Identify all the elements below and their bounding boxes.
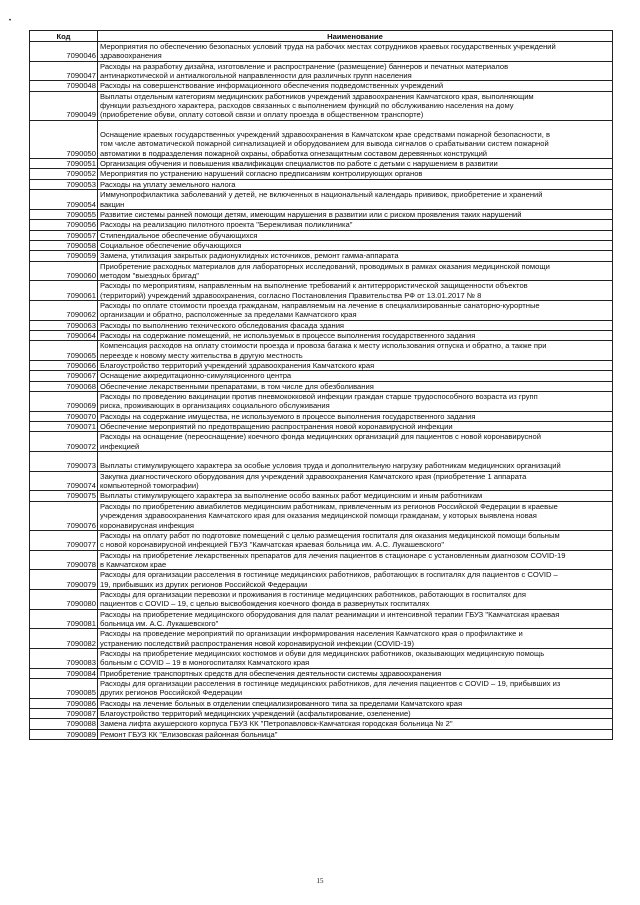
row-code: 7090061 [30,281,98,301]
row-name [98,159,613,169]
row-name [98,501,613,530]
row-name [98,330,613,340]
row-code: 7090067 [30,371,98,381]
table-body [30,42,613,740]
table-row [30,411,613,421]
row-name-line: Расходы на реализацию пилотного проекта "Бережливая поликлиника" [100,220,353,230]
corner-mark: • [9,18,12,24]
row-name-line: больным с COVID – 19 в моногоспиталях Камчатского края [100,658,310,668]
row-code: 7090052 [30,169,98,179]
row-name-line: Замена лифта акушерского корпуса ГБУЗ КК "Петропавловск-Камчатская городская больница № 2" [100,719,453,729]
row-name [98,471,613,491]
table-row [30,648,613,668]
row-name-line: Расходы по мероприятиям, направленным на выполнение требований к антитеррористической защищенности объектов [100,281,528,291]
table-row [30,609,613,629]
row-name [98,230,613,240]
row-name [98,261,613,281]
row-name-line: Расходы для организации расселения в гостинице медицинских работников, работающих в госпиталях для пациентов с COVID – [100,570,558,580]
table-row [30,719,613,729]
table-row [30,190,613,210]
row-name [98,679,613,699]
row-name-line: Расходы по проведению вакцинации против пневмококковой инфекции граждан старше трудоспособного возраста из групп [100,392,538,402]
row-name-line: Замена, утилизация закрытых радионуклидных источников, ремонт гамма-аппарата [100,251,399,261]
row-code: 7090084 [30,668,98,678]
row-name [98,61,613,81]
row-name-line: функции разъездного характера, расходов связанных с выполнением функций по обслуживанию населения на дому [100,101,514,111]
column-header-name: Наименование [98,31,613,42]
row-name [98,491,613,501]
row-name-line: Иммунопрофилактика заболеваний у детей, не включенных в национальный календарь прививок, приобретение и хранений [100,190,543,200]
table-row [30,300,613,320]
row-name [98,120,613,158]
row-name-line: Развитие системы ранней помощи детям, имеющим нарушения в развитии или с риском проявления таких нарушений [100,209,522,219]
row-name [98,530,613,550]
row-code: 7090049 [30,91,98,120]
row-code: 7090056 [30,220,98,230]
table-row [30,668,613,678]
row-name-line: Благоустройство территорий медицинских учреждений (асфальтирование, озеленение) [100,709,411,719]
table-row [30,159,613,169]
table-row [30,392,613,412]
row-name [98,361,613,371]
row-code: 7090088 [30,719,98,729]
row-name-line: 19, прибывших из других регионов Российской Федерации [100,579,308,589]
row-code: 7090086 [30,698,98,708]
row-name-line: Расходы на приобретение лекарственных препаратов для лечения пациентов в стационаре с установленным диагнозом COVID-19 [100,550,566,560]
row-code: 7090046 [30,42,98,62]
row-name [98,220,613,230]
row-name-line: учреждения здравоохранения Камчатского края для оказания медицинской помощи гражданам, у которых выявлена новая [100,511,537,521]
row-name-line: Закупка диагностического оборудования для учреждений здравоохранения Камчатского края (приобретение 1 аппарата [100,471,527,481]
table-row [30,230,613,240]
table-row [30,501,613,530]
row-name-line: Расходы на лечение больных в отделении специализированного типа за пределами Камчатского края [100,698,463,708]
row-code: 7090087 [30,709,98,719]
row-name-line: Расходы на приобретение медицинского оборудования для палат реанимации и интенсивной терапии ГБУЗ "Камчатская краевая [100,609,560,619]
row-name [98,320,613,330]
row-name [98,240,613,250]
row-code: 7090069 [30,392,98,412]
row-name-line: переезде к новому месту жительства в другую местность [100,350,303,360]
row-code: 7090083 [30,648,98,668]
table-row [30,530,613,550]
row-code: 7090053 [30,179,98,189]
row-name-line: Расходы на содержание помещений, не используемых в процессе выполнения государственного задания [100,330,476,340]
row-name-line: Расходы по выполнению технического обследования фасада здания [100,320,345,330]
table-header-row [30,31,613,42]
row-code: 7090066 [30,361,98,371]
row-code: 7090071 [30,422,98,432]
row-code: 7090051 [30,159,98,169]
table-row [30,371,613,381]
row-code: 7090080 [30,589,98,609]
row-name [98,209,613,219]
row-name-line: Компенсация расходов на оплату стоимости проезда и провоза багажа к месту использования отпуска и обратно, а также при [100,341,547,351]
row-name-line: Ремонт ГБУЗ КК "Елизовская районная больница" [100,729,278,739]
row-name-line: Мероприятия по обеспечению безопасных условий труда на рабочих местах сотрудников краевых государственных учреждений [100,42,556,51]
row-name [98,411,613,421]
row-code: 7090079 [30,570,98,590]
row-name [98,589,613,609]
row-name-line: Расходы на содержание имущества, не используемого в процессе выполнения государственного задания [100,411,476,421]
row-name [98,392,613,412]
row-name-line: коронавирусная инфекция [100,520,194,530]
row-name-line: Расходы на уплату земельного налога [100,179,236,189]
row-code: 7090082 [30,629,98,649]
table-row [30,709,613,719]
table-row [30,698,613,708]
row-code: 7090073 [30,452,98,472]
row-name-line: Расходы на проведение мероприятий по организации информирования населения Камчатского края о профилактике и [100,629,523,639]
row-name [98,179,613,189]
row-name [98,719,613,729]
table-row [30,550,613,570]
row-name [98,169,613,179]
row-code: 7090081 [30,609,98,629]
table-row [30,320,613,330]
column-header-code: Код [30,31,98,42]
row-name-line: других регионов Российской Федерации [100,688,243,698]
table-row [30,589,613,609]
row-name [98,381,613,391]
row-name [98,281,613,301]
row-name [98,432,613,452]
row-name-line: Обеспечение лекарственными препаратами, в том числе для обезболивания [100,381,374,391]
row-name [98,668,613,678]
table-row [30,281,613,301]
row-code: 7090076 [30,501,98,530]
table-row [30,432,613,452]
row-name [98,629,613,649]
table-row [30,220,613,230]
row-name-line: в Камчатском крае [100,559,167,569]
row-name-line: Приобретение транспортных средств для обеспечения деятельности системы здравоохранения [100,668,442,678]
row-code: 7090063 [30,320,98,330]
row-code: 7090058 [30,240,98,250]
budget-codes-table [29,30,613,740]
table-row [30,629,613,649]
row-name-line: здравоохранения [100,51,162,61]
row-name-line: организации и обратно, расположенные за пределами Камчатского края [100,310,357,320]
table-row [30,81,613,91]
row-name-line: больница им. А.С. Лукашевского" [100,618,219,628]
row-name-line: Приобретение расходных материалов для лабораторных исследований, проводимых в рамках оказания медицинской помощи [100,261,550,271]
row-code: 7090068 [30,381,98,391]
table-row [30,179,613,189]
row-name [98,609,613,629]
row-name-line: автоматики в подразделения пожарной охраны, обработка огнезащитным составом деревянных конструкций [100,148,488,158]
table-row [30,452,613,472]
row-name-line: антинаркотической и антиалкогольной направленности для различных групп населения [100,71,412,81]
row-name [98,190,613,210]
row-code: 7090050 [30,120,98,158]
table-row [30,169,613,179]
row-code: 7090089 [30,729,98,739]
table-row [30,341,613,361]
row-code: 7090075 [30,491,98,501]
row-name [98,42,613,62]
row-code: 7090059 [30,251,98,261]
row-name-line: устранению последствий распространения новой коронавирусной инфекции (COVID-19) [100,638,415,648]
table-row [30,261,613,281]
row-code: 7090047 [30,61,98,81]
row-name-line: Расходы на оснащение (переоснащение) коечного фонда медицинских организаций для пациентов с новой коронавирусной [100,432,541,442]
row-name-line: Обеспечение мероприятий по предотвращению распространения новой коронавирусной инфекции [100,422,453,432]
row-name-line: том числе автоматической пожарной сигнализацией и оборудованием для вывода сигналов о срабатывании систем пожарной [100,139,549,149]
row-code: 7090070 [30,411,98,421]
row-name-line: вакцин [100,199,125,209]
row-name [98,341,613,361]
row-name [98,251,613,261]
table-row [30,61,613,81]
table-row [30,381,613,391]
row-name [98,81,613,91]
row-name-line [100,452,610,461]
table-row [30,679,613,699]
row-code: 7090054 [30,190,98,210]
row-name [98,709,613,719]
row-name-line: (приобретение обуви, оплату сотовой связи и оплату проезда в общественном транспорте) [100,110,424,120]
table-row [30,729,613,739]
row-name-line: Расходы на приобретение медицинских костюмов и обуви для медицинских работников, оказывающих медицинскую помощь [100,648,545,658]
row-name [98,570,613,590]
row-name-line: Оснащение краевых государственных учреждений здравоохранения в Камчатском крае средствами пожарной безопасности, в [100,130,550,140]
table-row [30,471,613,491]
table-row [30,361,613,371]
table-row [30,330,613,340]
table-row [30,120,613,158]
table-row [30,570,613,590]
page-number: 15 [316,877,324,885]
row-name [98,648,613,668]
table-row [30,491,613,501]
row-name-line: Благоустройство территорий учреждений здравоохранения Камчатского края [100,361,375,370]
row-name-line: Выплаты стимулирующего характера за выполнение особо важных работ медицинским и иным работникам [100,491,483,501]
row-name-line: Оснащение аккредитационно-симуляционного центра [100,371,292,381]
row-code: 7090062 [30,300,98,320]
table-row [30,91,613,120]
row-name [98,422,613,432]
row-name-line: Расходы на разработку дизайна, изготовление и распространение (размещение) баннеров и печатных материалов [100,61,509,71]
row-code: 7090074 [30,471,98,491]
row-code: 7090055 [30,209,98,219]
row-name-line [100,121,610,130]
row-name-line: компьютерной томографии) [100,481,199,491]
row-name-line: Выплаты отдельным категориям медицинских работников учреждений здравоохранения Камчатского края, выполняющим [100,91,534,101]
row-name-line: Расходы на оплату работ по подготовке помещений с целью размещения госпиталя для оказания медицинской помощи больным [100,530,560,540]
table-row [30,209,613,219]
row-name [98,300,613,320]
row-code: 7090060 [30,261,98,281]
row-code: 7090064 [30,330,98,340]
row-name-line: пациентов с COVID – 19, с целью высвобождения коечного фонда в развернутых госпиталях [100,599,430,609]
row-name-line: риска, проживающих в организациях социального обслуживания [100,401,330,411]
row-name-line: Расходы для организации перевозки и проживания в гостинице медицинских работников, работающих в госпиталях для [100,589,526,599]
row-name [98,550,613,570]
row-code: 7090072 [30,432,98,452]
row-name [98,729,613,739]
row-name-line: Расходы по оплате стоимости проезда гражданам, направляемым на лечение в специализированные санаторно-курортные [100,300,540,310]
row-name-line: Стипендиальное обеспечение обучающихся [100,230,258,240]
table-row [30,240,613,250]
row-code: 7090048 [30,81,98,91]
table-row [30,251,613,261]
row-name-line: методом "выездных бригад" [100,270,199,280]
row-name-line: Мероприятия по устранению нарушений согласно предписаниям контролирующих органов [100,169,423,179]
row-name-line: Социальное обеспечение обучающихся [100,240,242,250]
row-name-line: (территорий) учреждений здравоохранения, согласно Постановления Правительства РФ от 13.01.2017 № 8 [100,290,482,300]
row-name-line: Расходы на совершенствование информационного обеспечения подведомственных учреждений [100,81,444,91]
row-code: 7090078 [30,550,98,570]
row-name-line: инфекцией [100,441,140,451]
row-code: 7090077 [30,530,98,550]
row-name [98,371,613,381]
row-name-line: Организация обучения и повышения квалификации специалистов по работе с детьми с нарушением в развитии [100,159,498,169]
table-row [30,42,613,62]
row-code: 7090065 [30,341,98,361]
row-name [98,698,613,708]
row-name [98,452,613,472]
row-name-line: Выплаты стимулирующего характера за особые условия труда и дополнительную нагрузку работникам медицинских организаций [100,461,561,471]
row-name-line: Расходы по приобретению авиабилетов медицинским работникам, привлеченным из регионов Российской Федерации в краевые [100,501,558,511]
row-code: 7090085 [30,679,98,699]
row-code: 7090057 [30,230,98,240]
row-name-line: Расходы для организации расселения в гостинице медицинских работников, для лечения пациентов с COVID – 19, прибывших из [100,679,561,688]
table-row [30,422,613,432]
row-name [98,91,613,120]
row-name-line: с новой коронавирусной инфекцией ГБУЗ "Камчатская краевая больница им. А.С. Лукашевского" [100,540,445,550]
